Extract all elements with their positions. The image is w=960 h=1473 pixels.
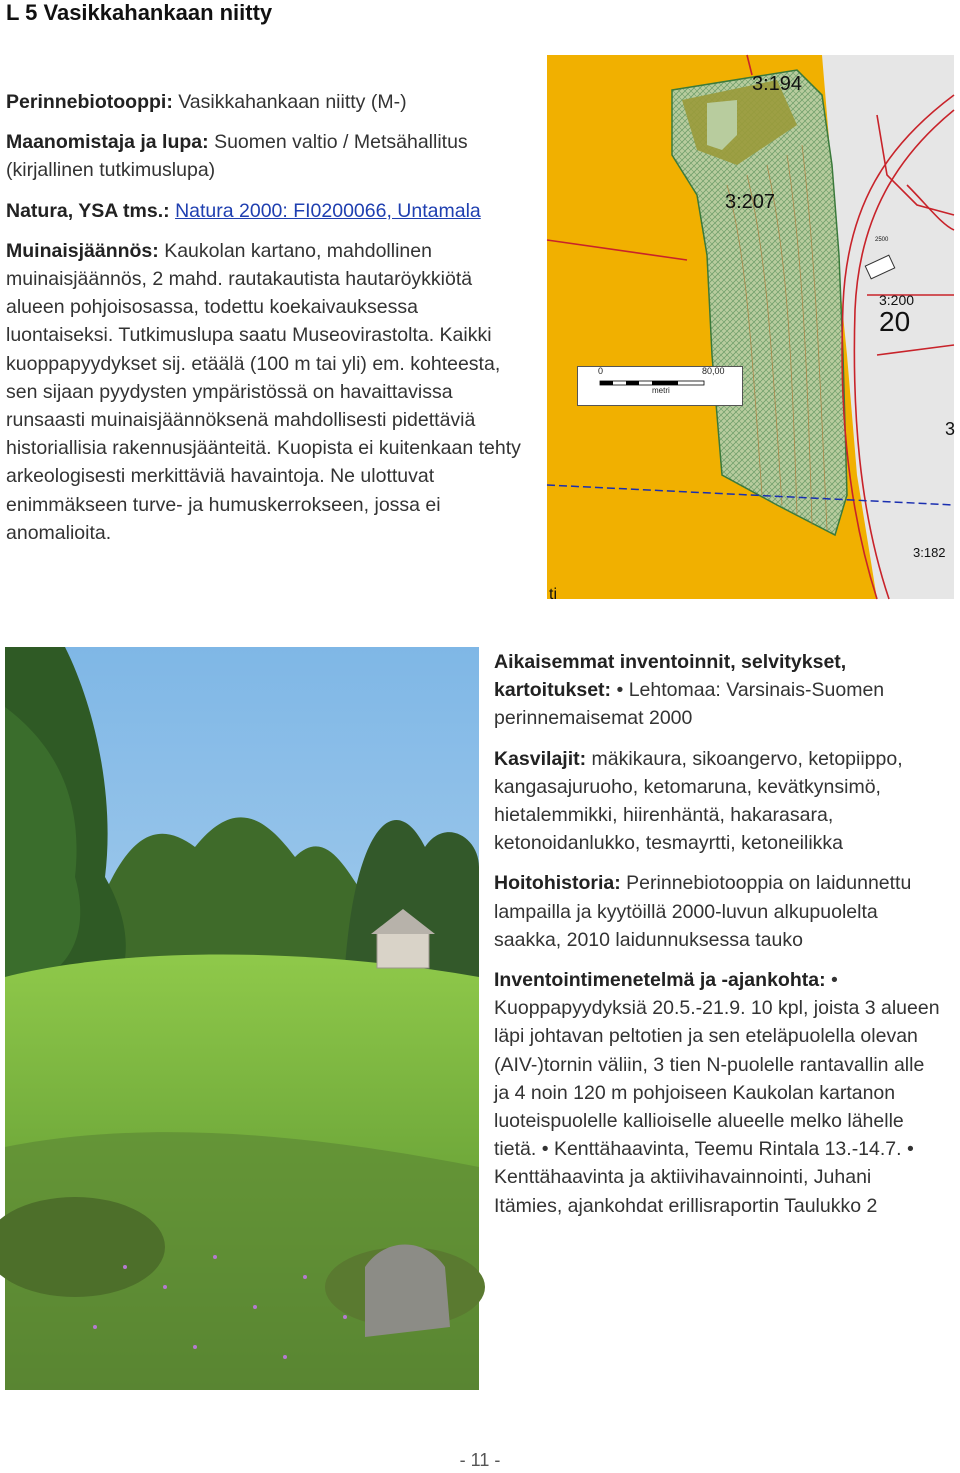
site-details (494, 648, 940, 1232)
map-label-3-194: 3:194 (752, 73, 803, 95)
muinaisjaannos-row (6, 237, 526, 547)
site-map (547, 55, 956, 603)
perinnebiotooppi-row (6, 88, 526, 116)
map-label-2500: 2500 (875, 237, 889, 243)
kasvilajit-label: Kasvilajit: (494, 747, 587, 770)
site-map-drawing (547, 55, 956, 603)
map-label-3-200: 3:200 (879, 292, 915, 308)
muinaisjaannos-value: Kaukolan kartano, mahdollinen muinaisjäännös, 2 mahd. rautakautista hautaröykkiötä alueen pohjoisosassa, todettu koekaivauksessa luontaiseksi. Tutkimuslupa saatu Museovirastolta. Kaikki kuoppapyydykset sij. etäälä (100 m tai yli) em. kohteesta, sen sijaan pyydysten ympäristössä on havaittavissa runsaasti muinaisjäännöksenä mahdollisesti pidettäviä historiallisia rakennusjäänteitä. Kuopista ei kuitenkaan tehty arkeologisesti merkittäviä havaintoja. Ne ulottuvat enimmäkseen turve- ja humuskerrokseen, jossa ei anomalioita. (6, 239, 521, 544)
site-info (6, 88, 526, 559)
scale-unit-label: metri (652, 386, 670, 395)
page-number: - 11 - (459, 1450, 501, 1470)
map-label-ti: ti (549, 586, 557, 603)
natura-row (6, 197, 526, 225)
scale-zero-label: 0 (598, 366, 604, 376)
inventointi-label: Inventointimenetelmä ja -ajankohta: (494, 969, 826, 992)
aikaisemmat-value: • Lehtomaa: Varsinais-Suomen perinnemaisemat 2000 (494, 679, 885, 730)
map-label-3: 3 (945, 419, 956, 439)
kasvilajit-value: mäkikaura, sikoangervo, ketopiippo, kangasajuruoho, ketomaruna, kevätkynsimö, hietalemmikki, hiirenhäntä, hakarasara, ketonoidanlukko, tesmayrtti, ketoneilikka (494, 747, 903, 855)
meadow-photo-drawing (5, 647, 479, 1390)
aikaisemmat-label: Aikaisemmat inventoinnit, selvitykset, kartoitukset: (494, 651, 847, 702)
map-label-3-182: 3:182 (913, 545, 946, 560)
hoitohistoria-row (494, 869, 940, 954)
natura-link[interactable]: Natura 2000: FI0200066, Untamala (175, 199, 481, 222)
natura-label: Natura, YSA tms.: (6, 199, 170, 222)
perinnebiotooppi-value: Vasikkahankaan niitty (M-) (178, 91, 407, 113)
kasvilajit-row (494, 745, 940, 858)
muinaisjaannos-label: Muinaisjäännös: (6, 239, 159, 262)
page-title: L 5 Vasikkahankaan niitty (6, 0, 273, 25)
hoitohistoria-label: Hoitohistoria: (494, 872, 621, 895)
maanomistaja-row (6, 128, 526, 184)
aikaisemmat-row (494, 648, 940, 733)
hoitohistoria-value: Perinnebiotooppia on laidunnettu lampailla ja kyytöillä 2000-luvun alkupuolelta saakka, 2010 laidunnuksessa tauko (494, 872, 912, 951)
scale-max-label: 80,00 (702, 366, 725, 376)
inventointi-value: • Kuoppapyydyksiä 20.5.-21.9. 10 kpl, joista 3 alueen läpi johtavan peltotien ja sen eteläpuolella olevan (AIV-)tornin väliin, 3 tien N-puolelle rantavallin alle ja 4 noin 120 m pohjoiseen Kaukolan kartanon luoteispuolelle kallioiselle alueelle melko lähelle tietä. • Kenttähaavinta, Teemu Rintala 13.-14.7. • Kenttähaavinta ja aktiivihavainnointi, Juhani Itämies, ajankohdat erillisraportin Taulukko 2 (494, 969, 940, 1217)
meadow-photo (5, 647, 479, 1390)
inventointi-row (494, 966, 940, 1220)
perinnebiotooppi-label: Perinnebiotooppi: (6, 91, 173, 113)
maanomistaja-value: Suomen valtio / Metsähallitus (kirjallinen tutkimuslupa) (6, 131, 468, 182)
map-label-20: 20 (879, 306, 911, 337)
maanomistaja-label: Maanomistaja ja lupa: (6, 131, 209, 154)
map-label-3-207: 3:207 (725, 191, 776, 213)
